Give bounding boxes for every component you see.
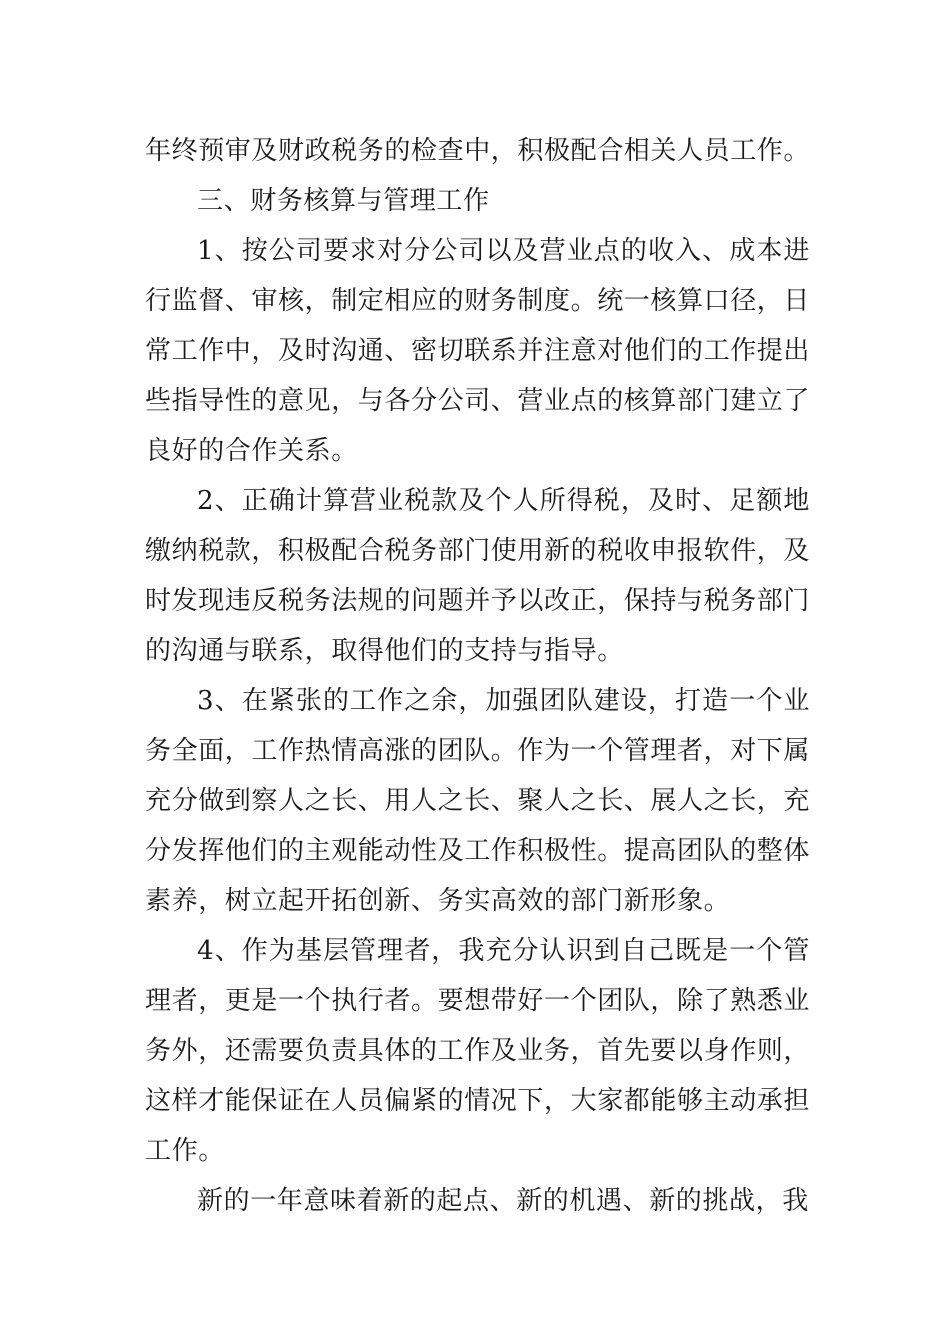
section-heading-financial-accounting: 三、财务核算与管理工作 (197, 186, 490, 216)
paragraph-item-3: 3、在紧张的工作之余，加强团队建设，打造一个业务全面，工作热情高涨的团队。作为一个管理者，对下属充分做到察人之长、用人之长、聚人之长、展人之长，充分发挥他们的主观能动性及工作积极性。提高团队的整体素养，树立起开拓创新、务实高效的部门新形象。 (145, 686, 811, 916)
paragraph-item-2: 2、正确计算营业税款及个人所得税，及时、足额地缴纳税款，积极配合税务部门使用新的税收申报软件，及时发现违反税务法规的问题并予以改正，保持与税务部门的沟通与联系，取得他们的支持与指导。 (145, 486, 811, 666)
paragraph-continuation: 年终预审及财政税务的检查中，积极配合相关人员工作。 (145, 136, 811, 166)
paragraph-closing: 新的一年意味着新的起点、新的机遇、新的挑战，我 (197, 1186, 809, 1216)
document-body (145, 126, 810, 1226)
paragraph-item-1: 1、按公司要求对分公司以及营业点的收入、成本进行监督、审核，制定相应的财务制度。统一核算口径，日常工作中，及时沟通、密切联系并注意对他们的工作提出些指导性的意见，与各分公司、营业点的核算部门建立了良好的合作关系。 (145, 236, 811, 466)
paragraph-item-4: 4、作为基层管理者，我充分认识到自己既是一个管理者，更是一个执行者。要想带好一个团队，除了熟悉业务外，还需要负责具体的工作及业务，首先要以身作则，这样才能保证在人员偏紧的情况下，大家都能够主动承担工作。 (145, 936, 811, 1166)
